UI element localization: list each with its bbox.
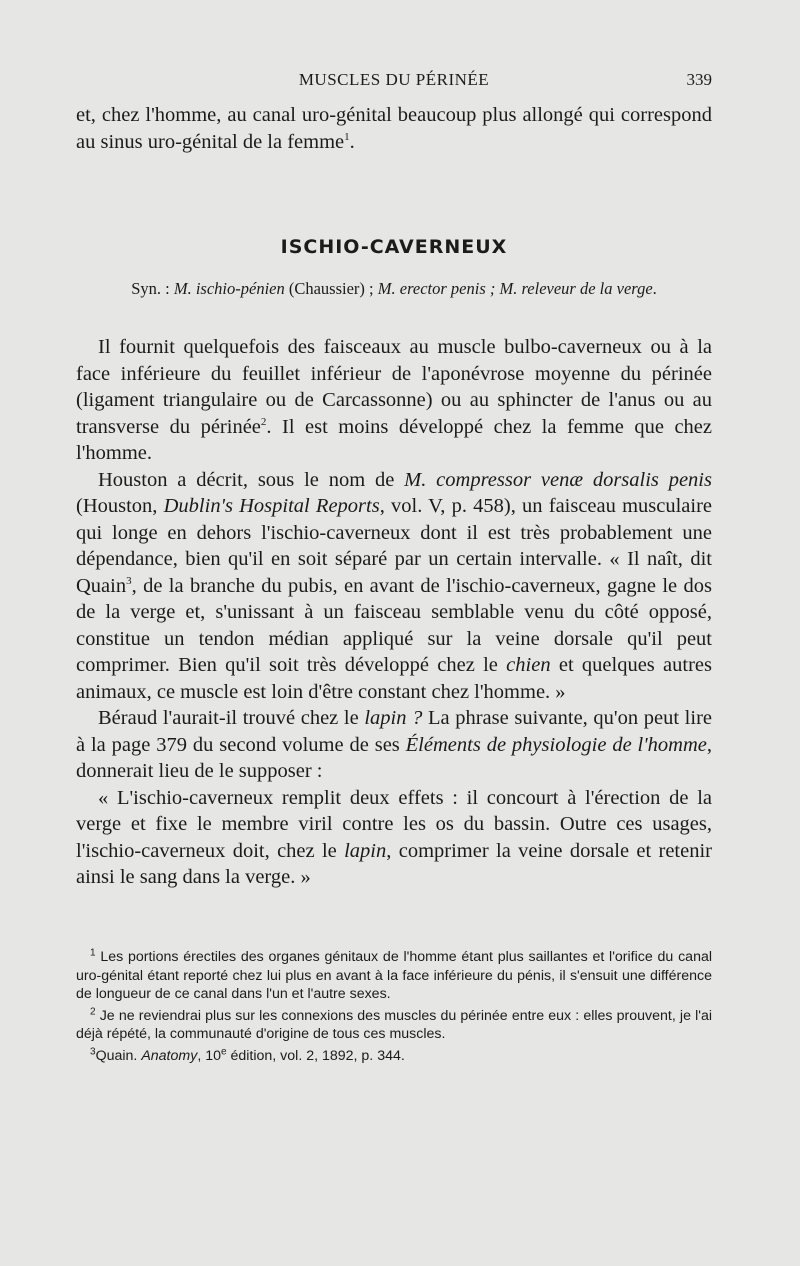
p3-b: lapin ? — [364, 707, 423, 729]
p4-c: , comprimer la veine dorsale et retenir ainsi le sang dans la verge. » — [76, 839, 712, 888]
p3-d: Éléments de physiologie de l'homme — [405, 733, 707, 756]
paragraph-1 — [76, 334, 712, 467]
footnote-3-a: Quain. — [95, 1047, 142, 1064]
footnote-3-number: 3 — [90, 1045, 96, 1057]
p2-a: Houston a décrit, sous le nom de — [98, 468, 405, 491]
p2-d: Dublin's Hospital Reports — [163, 495, 380, 517]
paragraph-3 — [76, 705, 712, 785]
p4-b: lapin — [344, 839, 387, 862]
p2-e: , vol. V, p. 458), un faisceau musculaire qui longe en dehors l'ischio-caverneux dont il est très probablement une dépendance, bien qu'il en soit séparé par un certain intervalle. « Il naît, dit Quain — [76, 495, 713, 597]
footnote-1-number: 1 — [90, 947, 96, 959]
footnote-3-b: Anatomy — [141, 1047, 198, 1064]
syn-label: Syn. : — [131, 279, 174, 298]
p4-a: « L'ischio-caverneux remplit deux effets : il concourt à l'érection de la verge et fixe le membre viril contre les os du bassin. Outre ces usages, l'ischio-caverneux doit, chez le — [76, 786, 712, 862]
page-header — [76, 70, 712, 96]
footnote-2-number: 2 — [90, 1005, 96, 1017]
section-heading: ISCHIO-CAVERNEUX — [280, 236, 508, 258]
p3-e: , donnerait lieu de le supposer : — [76, 733, 712, 782]
footnotes — [76, 948, 712, 1068]
paragraph-4 — [76, 785, 712, 891]
p1-text: Il fournit quelquefois des faisceaux au muscle bulbo-caverneux ou à la face inférieure du feuillet inférieur de l'aponévrose moyenne du périnée (ligament triangulaire ou de Carcassonne) ou au sphincter de l'anus ou au transverse du périnée — [76, 336, 712, 438]
intro-end: . — [349, 130, 355, 153]
footnote-1 — [76, 948, 712, 1004]
footnote-2 — [76, 1007, 712, 1044]
intro-text: et, chez l'homme, au canal uro-génital beaucoup plus allongé qui correspond au sinus uro-génital de la femme — [76, 104, 712, 153]
p3-c: La phrase suivante, qu'on peut lire à la page 379 du second volume de ses — [76, 707, 712, 756]
syn-1: M. ischio-pénien — [173, 279, 285, 298]
syn-2: M. erector penis ; M. releveur de la verge — [377, 279, 653, 298]
p3-a: Béraud l'aurait-il trouvé chez le — [98, 707, 365, 729]
p2-g: chien — [506, 654, 551, 676]
p1-end: . Il est moins développé chez la femme que chez l'homme. — [76, 415, 712, 464]
running-title: MUSCLES DU PÉRINÉE — [298, 70, 490, 89]
syn-end: . — [652, 279, 657, 298]
paragraph-2 — [76, 467, 712, 706]
footnote-ref-3: 3 — [126, 574, 132, 587]
footnote-3-d: édition, vol. 2, 1892, p. 344. — [226, 1047, 405, 1064]
footnote-1-text: Les portions érectiles des organes génitaux de l'homme étant plus saillantes et l'orifice du canal uro-génital étant reporté chez lui plus en avant à la face inférieure du pénis, il s'ensuit une différence de longueur de ce canal dans l'un et l'autre sexes. — [76, 949, 712, 1002]
p2-f: , de la branche du pubis, en avant de l'ischio-caverneux, gagne le dos de la verge et, s'unissant à un faisceau semblable venu du côté opposé, constitue un tendon médian appliqué sur la veine dorsale qu'il peut comprimer. Bien qu'il soit très développé chez le — [76, 574, 712, 676]
p2-b: M. compressor venæ dorsalis penis — [404, 468, 712, 491]
footnote-ref-2: 2 — [260, 415, 267, 428]
footnote-2-text: Je ne reviendrai plus sur les connexions des muscles du périnée entre eux : elles prouvent, je l'ai déjà répété, la communauté d'origine de tous ces muscles. — [76, 1007, 713, 1042]
p2-c: (Houston, — [76, 495, 164, 517]
footnote-ref-1: 1 — [344, 130, 350, 143]
p2-h: et quelques autres animaux, ce muscle est loin d'être constant chez l'homme. » — [76, 654, 712, 703]
footnote-3-c: , 10 — [197, 1047, 221, 1064]
main-text — [76, 334, 712, 891]
footnote-3 — [76, 1047, 712, 1066]
synonyms-line — [76, 279, 712, 299]
syn-1-author: (Chaussier) ; — [284, 279, 378, 298]
intro-paragraph — [76, 102, 712, 155]
page-number: 339 — [686, 70, 712, 89]
footnote-3-sup: e — [220, 1045, 227, 1057]
